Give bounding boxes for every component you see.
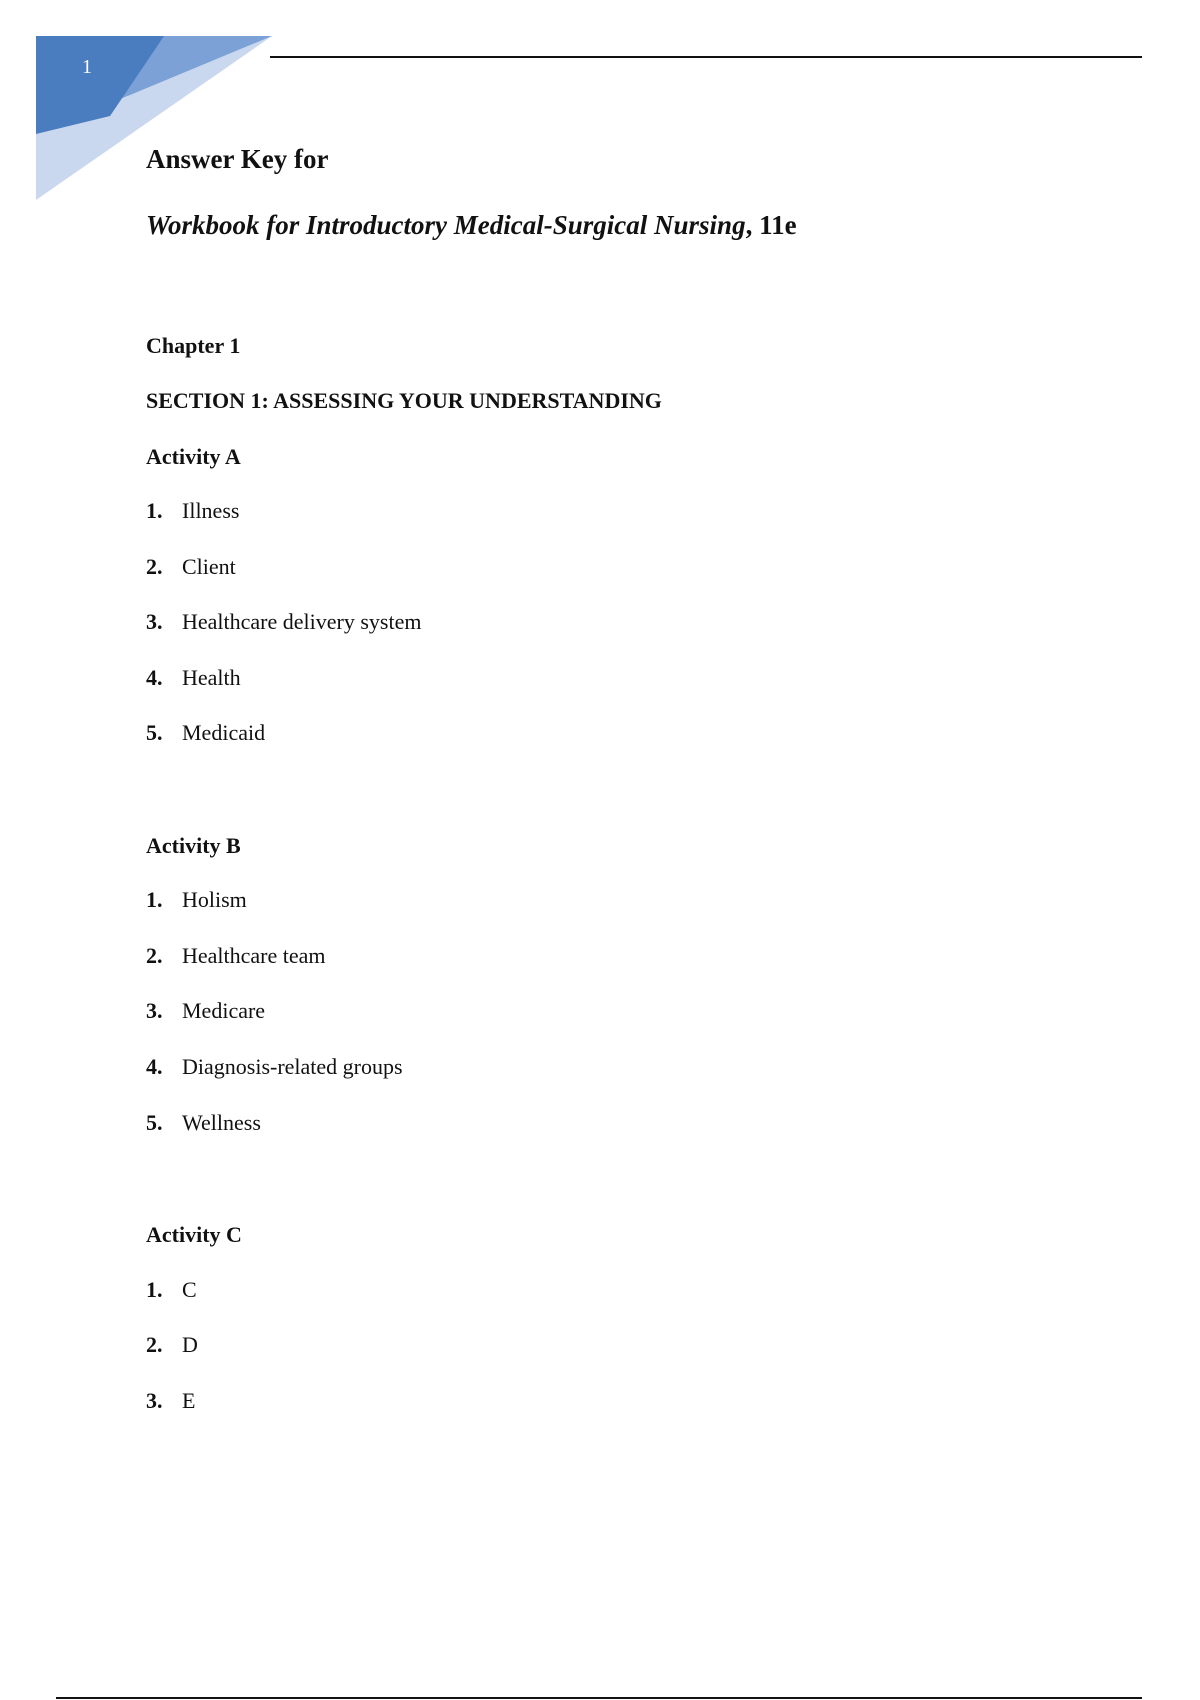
list-item [146,554,236,582]
item-answer: E [182,1388,196,1413]
item-number: 2. [146,554,163,579]
item-answer: Diagnosis-related groups [182,1054,403,1079]
header-rule [270,56,1142,58]
list-item [146,609,421,637]
item-number: 4. [146,1054,163,1079]
item-number: 2. [146,943,163,968]
list-item [146,998,265,1026]
page-number: 1 [82,56,92,78]
list-item [146,887,247,915]
section-heading: SECTION 1: ASSESSING YOUR UNDERSTANDING [146,388,662,413]
book-edition: , 11e [745,210,797,240]
item-number: 2. [146,1332,163,1357]
list-item [146,665,241,693]
activity-b-heading: Activity B [146,833,241,858]
item-answer: Wellness [182,1110,261,1135]
item-answer: Healthcare team [182,943,326,968]
item-number: 5. [146,1110,163,1135]
chapter-heading: Chapter 1 [146,333,241,358]
item-answer: D [182,1332,198,1357]
item-answer: Health [182,665,241,690]
activity-a-heading: Activity A [146,444,241,469]
list-item [146,498,239,526]
list-item [146,1110,261,1138]
item-number: 1. [146,498,163,523]
book-title: Workbook for Introductory Medical-Surgical Nursing [146,210,746,240]
item-number: 3. [146,1388,163,1413]
item-answer: Healthcare delivery system [182,609,422,634]
item-number: 3. [146,998,163,1023]
item-number: 1. [146,887,163,912]
item-number: 1. [146,1277,163,1302]
list-item [146,1332,198,1360]
list-item [146,720,265,748]
item-number: 3. [146,609,163,634]
list-item [146,943,326,971]
list-item [146,1277,197,1305]
page-corner-decoration [36,36,272,200]
activity-c-heading: Activity C [146,1222,242,1247]
item-answer: Illness [182,498,240,523]
footer-rule [56,1697,1142,1699]
document-title: Answer Key for [146,144,329,174]
item-answer: Medicare [182,998,266,1023]
item-answer: Holism [182,887,247,912]
book-title-line [146,210,797,241]
item-answer: C [182,1277,197,1302]
list-item [146,1054,403,1082]
list-item [146,1388,195,1416]
item-number: 5. [146,720,163,745]
item-number: 4. [146,665,163,690]
item-answer: Client [182,554,236,579]
item-answer: Medicaid [182,720,266,745]
